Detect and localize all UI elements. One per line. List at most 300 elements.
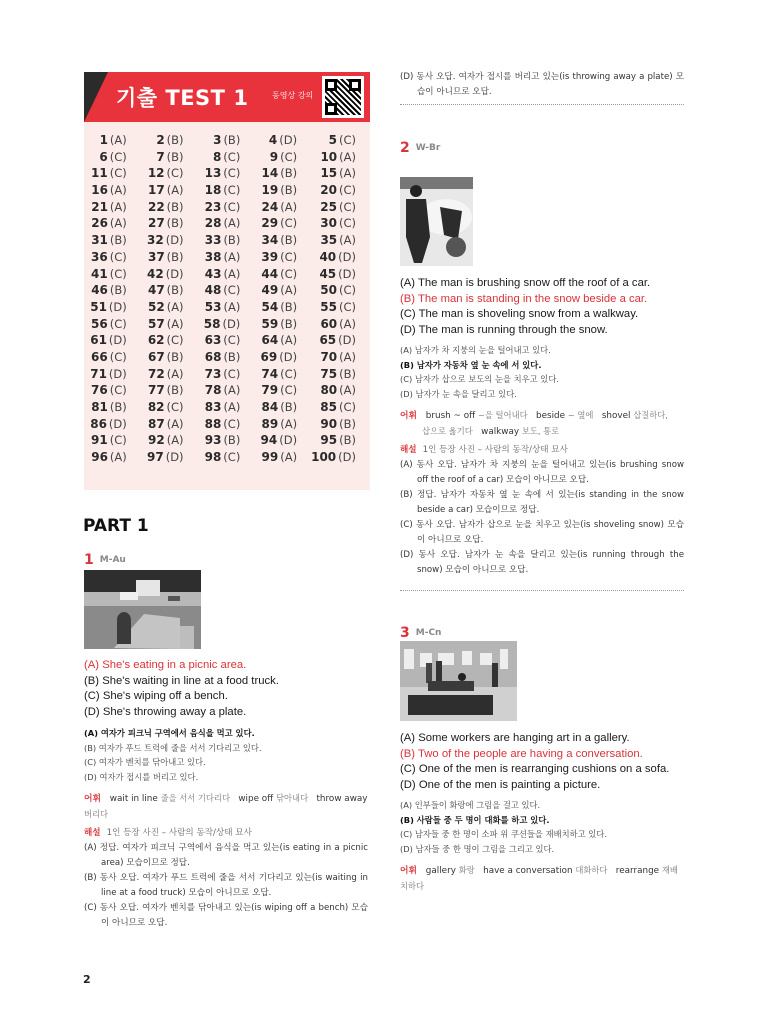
answer-choice: (B) (339, 416, 356, 431)
answer-choice: (A) (339, 149, 356, 164)
answer-cell (141, 132, 198, 149)
answer-choice: (A) (280, 450, 298, 465)
answer-number: 51 (90, 299, 107, 314)
answer-cell (84, 382, 141, 399)
answer-number: 73 (204, 366, 222, 381)
answer-cell (311, 249, 370, 266)
answer-choice: (D) (279, 133, 298, 147)
answer-choice: (A) (166, 316, 184, 331)
answer-cell (84, 332, 141, 349)
vocab-term: rearrange (615, 866, 660, 876)
answer-cell (141, 332, 198, 349)
answer-cell (84, 165, 141, 182)
question-2-header (400, 137, 440, 156)
answer-choice: (A) (109, 216, 127, 231)
answer-number: 64 (261, 333, 279, 348)
answer-number: 30 (320, 216, 337, 231)
answer-number: 56 (91, 316, 108, 331)
answer-number: 21 (91, 199, 108, 214)
answer-number: 40 (319, 249, 337, 264)
picnic-photo (84, 570, 201, 649)
answer-number: 38 (204, 249, 222, 264)
answer-number: 43 (204, 266, 222, 281)
translation-c: (C) 여자가 벤치를 닦아내고 있다. (84, 757, 206, 768)
answer-number: 86 (90, 416, 107, 431)
question-number: 1 (84, 552, 94, 568)
answer-choice: (A) (166, 183, 184, 198)
header-corner-decoration (84, 72, 108, 122)
vocab-gloss: 삽으로 옮기다 (422, 426, 473, 436)
answer-choice: (C) (280, 366, 298, 381)
answer-choice: (A) (223, 400, 241, 414)
answer-cell (198, 266, 255, 283)
answer-choice: (C) (223, 183, 241, 198)
answer-choice: (B) (166, 149, 184, 164)
answer-number: 26 (91, 216, 108, 231)
answer-cell (84, 182, 141, 199)
answer-key-title: 기출 TEST 1 (116, 86, 249, 110)
answer-cell (84, 249, 141, 266)
answer-choice: (A) (280, 333, 298, 348)
answer-cell (198, 182, 255, 199)
answer-cell (311, 366, 370, 383)
answer-choice: (B) (166, 349, 184, 364)
vocab-label: 어휘 (400, 411, 417, 421)
answer-choice: (D) (165, 233, 184, 248)
vocab-gloss: 삽질하다, (633, 410, 668, 420)
answer-choice: (A) (109, 199, 127, 214)
answer-choice: (C) (223, 166, 241, 181)
answer-number: 80 (320, 383, 338, 398)
answer-choice: (B) (280, 233, 298, 248)
answer-choice: (C) (109, 383, 127, 398)
answer-number: 7 (156, 149, 165, 164)
answer-cell (254, 349, 311, 366)
answer-number: 9 (269, 149, 279, 164)
answer-choice: (D) (222, 316, 241, 331)
answer-choice: (B) (166, 199, 184, 214)
answer-cell (84, 132, 141, 149)
answer-cell (311, 416, 370, 433)
explanation-title: 1인 등장 사진 – 사람의 동작/상태 묘사 (422, 445, 568, 455)
translation-c: (C) 남자들 중 한 명이 소파 위 쿠션들을 재배치하고 있다. (400, 829, 607, 840)
answer-choice: (A) (223, 266, 241, 281)
option-b: (B) The man is standing in the snow beside a car. (400, 292, 648, 305)
answer-number: 58 (203, 316, 221, 331)
option-a: (A) She's eating in a picnic area. (84, 659, 247, 671)
answer-number: 46 (91, 283, 108, 298)
answer-cell (198, 449, 255, 466)
question-3-options-en (400, 731, 710, 793)
answer-cell (84, 449, 141, 466)
answer-choice: (B) (280, 166, 298, 181)
answer-number: 3 (213, 133, 222, 147)
answer-cell (198, 399, 255, 416)
answer-grid (84, 132, 370, 466)
answer-number: 72 (148, 366, 165, 381)
answer-cell (84, 366, 141, 383)
answer-cell (141, 149, 198, 166)
answer-cell (254, 132, 311, 149)
answer-number: 91 (91, 433, 108, 448)
snow-car-photo (400, 177, 473, 266)
translation-a: (A) 여자가 피크닉 구역에서 음식을 먹고 있다. (84, 728, 255, 738)
answer-number: 45 (319, 266, 337, 281)
vocab-gloss: 화랑 (458, 865, 475, 875)
answer-number: 10 (320, 149, 338, 164)
answer-choice: (C) (338, 199, 356, 214)
translation-b: (B) 사람들 중 두 명이 대화를 하고 있다. (400, 814, 550, 825)
answer-number: 54 (261, 299, 279, 314)
answer-cell (141, 382, 198, 399)
answer-choice: (C) (166, 333, 184, 348)
answer-choice: (A) (166, 299, 184, 314)
translation-d: (D) 남자가 눈 속을 달리고 있다. (400, 389, 517, 400)
answer-cell (254, 449, 311, 466)
answer-number: 28 (204, 216, 222, 231)
answer-choice: (D) (338, 266, 356, 281)
answer-number: 60 (320, 316, 338, 331)
answer-number: 98 (204, 450, 222, 465)
answer-number: 75 (320, 366, 338, 381)
answer-number: 37 (147, 249, 165, 264)
answer-choice: (C) (223, 283, 241, 298)
answer-cell (198, 366, 255, 383)
explanation-c: (C) 동사 오답. 남자가 삽으로 눈을 치우고 있는(is shoveling snow) 모습이 아니므로 오답. (400, 520, 684, 545)
question-1-explanation-continued (400, 70, 684, 100)
section-divider (400, 590, 684, 591)
answer-number: 95 (320, 433, 338, 448)
answer-cell (311, 199, 370, 216)
vocab-term: gallery (425, 866, 456, 876)
answer-number: 100 (311, 450, 337, 465)
answer-cell (84, 349, 141, 366)
option-c: (C) One of the men is rearranging cushions on a sofa. (400, 763, 670, 775)
answer-choice: (B) (109, 283, 127, 298)
answer-cell (141, 432, 198, 449)
answer-number: 29 (261, 216, 279, 231)
answer-cell (141, 282, 198, 299)
option-d: (D) She's throwing away a plate. (84, 705, 247, 718)
answer-choice: (A) (109, 183, 127, 198)
question-number: 3 (400, 625, 410, 641)
answer-cell (311, 349, 370, 366)
answer-choice: (C) (338, 283, 356, 298)
answer-cell (141, 299, 198, 316)
answer-cell (254, 282, 311, 299)
answer-choice: (C) (223, 366, 241, 381)
answer-number: 8 (212, 149, 222, 164)
question-1-explanation (84, 826, 368, 931)
answer-cell (198, 432, 255, 449)
vocab-term: walkway (481, 427, 520, 437)
answer-number: 69 (260, 349, 278, 364)
vocab-gloss: 줄을 서서 기다리다 (160, 793, 230, 803)
option-b: (B) She's waiting in line at a food truck. (84, 674, 279, 687)
qr-code-icon[interactable] (322, 76, 364, 118)
answer-number: 44 (261, 266, 279, 281)
question-1-options-en (84, 658, 384, 720)
answer-number: 36 (91, 249, 108, 264)
answer-number: 88 (204, 416, 222, 431)
answer-cell (198, 349, 255, 366)
answer-choice: (B) (166, 283, 184, 298)
answer-choice: (C) (166, 400, 184, 414)
answer-number: 16 (91, 183, 108, 198)
answer-number: 14 (261, 166, 279, 181)
answer-cell (198, 249, 255, 266)
answer-cell (198, 282, 255, 299)
answer-cell (84, 432, 141, 449)
answer-cell (254, 215, 311, 232)
answer-number: 23 (204, 199, 222, 214)
answer-choice: (A) (166, 433, 184, 448)
vocab-gloss: ~을 털어내다 (477, 410, 528, 420)
answer-cell (254, 332, 311, 349)
vocab-term: shovel (601, 411, 631, 421)
answer-choice: (A) (280, 416, 298, 431)
answer-cell (311, 149, 370, 166)
answer-cell (84, 316, 141, 333)
answer-choice: (B) (223, 233, 241, 248)
answer-choice: (B) (166, 249, 184, 264)
answer-choice: (B) (339, 366, 356, 381)
answer-number: 81 (91, 400, 108, 414)
explanation-d: (D) 동사 오답. 남자가 눈 속을 달리고 있는(is running through the snow) 모습이 아니므로 오답. (400, 550, 684, 575)
page-number: 2 (83, 973, 91, 986)
answer-cell (254, 382, 311, 399)
answer-choice: (C) (109, 266, 127, 281)
answer-choice: (D) (279, 433, 298, 448)
answer-cell (141, 182, 198, 199)
answer-number: 6 (99, 149, 108, 164)
answer-number: 20 (320, 183, 337, 198)
explanation-label: 해설 (84, 828, 101, 838)
answer-number: 65 (319, 333, 337, 348)
answer-choice: (C) (223, 333, 241, 348)
answer-cell (254, 266, 311, 283)
answer-number: 32 (147, 233, 164, 248)
speaker-code: M-Cn (415, 628, 442, 638)
answer-number: 33 (204, 233, 222, 248)
answer-choice: (A) (280, 199, 298, 214)
answer-cell (254, 165, 311, 182)
answer-number: 79 (261, 383, 279, 398)
vocab-gloss: 닦아내다 (276, 793, 309, 803)
answer-choice: (C) (109, 349, 127, 364)
answer-choice: (D) (108, 416, 127, 431)
answer-choice: (A) (223, 216, 241, 231)
answer-number: 15 (320, 166, 338, 181)
answer-choice: (D) (338, 333, 356, 348)
answer-cell (198, 149, 255, 166)
answer-number: 1 (99, 133, 108, 147)
answer-choice: (B) (109, 400, 127, 414)
vocab-term: throw away (316, 794, 368, 804)
answer-cell (311, 282, 370, 299)
answer-number: 83 (204, 400, 222, 414)
answer-number: 84 (261, 400, 279, 414)
answer-cell (311, 332, 370, 349)
answer-cell (311, 182, 370, 199)
answer-choice: (D) (165, 266, 184, 281)
answer-number: 19 (261, 183, 279, 198)
answer-number: 55 (320, 299, 337, 314)
answer-choice: (D) (338, 249, 356, 264)
answer-choice: (A) (339, 316, 356, 331)
answer-number: 35 (320, 233, 338, 248)
translation-d: (D) 남자들 중 한 명이 그림을 그리고 있다. (400, 844, 555, 855)
answer-cell (141, 199, 198, 216)
translation-d: (D) 여자가 접시를 버리고 있다. (84, 772, 199, 783)
answer-cell (141, 249, 198, 266)
answer-number: 12 (147, 166, 165, 181)
option-d: (D) One of the men is painting a picture. (400, 778, 601, 791)
answer-choice: (C) (280, 216, 298, 231)
vocab-gloss: 재배치하다 (400, 865, 678, 891)
answer-choice: (B) (280, 299, 298, 314)
vocab-term: wait in line (109, 794, 158, 804)
answer-choice: (C) (109, 249, 127, 264)
answer-cell (198, 132, 255, 149)
answer-number: 41 (91, 266, 108, 281)
answer-choice: (B) (223, 433, 241, 448)
answer-choice: (C) (223, 450, 241, 465)
answer-cell (198, 299, 255, 316)
answer-number: 90 (320, 416, 338, 431)
answer-cell (198, 199, 255, 216)
answer-number: 53 (204, 299, 222, 314)
translation-c: (C) 남자가 삽으로 보도의 눈을 치우고 있다. (400, 374, 559, 385)
answer-choice: (A) (339, 383, 356, 398)
answer-cell (311, 215, 370, 232)
answer-number: 50 (320, 283, 337, 298)
answer-choice: (A) (339, 233, 356, 248)
answer-cell (84, 215, 141, 232)
answer-choice: (C) (338, 299, 356, 314)
answer-number: 96 (91, 450, 108, 465)
answer-number: 62 (147, 333, 165, 348)
answer-number: 99 (261, 450, 279, 465)
vocab-gloss: 버리다 (84, 809, 109, 819)
answer-choice: (D) (165, 450, 184, 465)
answer-cell (198, 215, 255, 232)
answer-number: 97 (147, 450, 164, 465)
question-3-options-ko (400, 798, 690, 857)
answer-choice: (C) (109, 166, 127, 181)
answer-cell (254, 399, 311, 416)
answer-choice: (A) (223, 383, 241, 398)
answer-choice: (A) (223, 249, 241, 264)
answer-cell (311, 266, 370, 283)
answer-number: 76 (91, 383, 108, 398)
answer-number: 74 (261, 366, 279, 381)
option-a: (A) The man is brushing snow off the roof of a car. (400, 277, 651, 289)
answer-number: 63 (204, 333, 222, 348)
answer-number: 68 (204, 349, 222, 364)
answer-choice: (C) (338, 183, 356, 198)
answer-cell (198, 232, 255, 249)
answer-cell (84, 416, 141, 433)
answer-number: 66 (91, 349, 108, 364)
answer-cell (84, 149, 141, 166)
answer-number: 2 (156, 133, 165, 147)
answer-cell (254, 199, 311, 216)
explanation-a: (A) 동사 오답. 남자가 차 지붕의 눈을 털어내고 있는(is brushing snow off the roof of a car) 모습이 아니므로 오답. (400, 460, 684, 485)
explanation-a: (A) 정답. 여자가 피크닉 구역에서 음식을 먹고 있는(is eating in a picnic area) 모습이므로 정답. (84, 843, 368, 868)
answer-choice: (A) (166, 366, 184, 381)
vocab-term: have a conversation (483, 866, 573, 876)
answer-number: 31 (91, 233, 108, 248)
answer-choice: (A) (166, 416, 184, 431)
answer-cell (311, 399, 370, 416)
answer-choice: (A) (339, 349, 356, 364)
vocab-gloss: 대화하다 (575, 865, 608, 875)
answer-number: 77 (147, 383, 165, 398)
vocab-term: brush ~ off (425, 411, 476, 421)
answer-cell (311, 299, 370, 316)
answer-number: 11 (91, 166, 108, 181)
answer-cell (141, 165, 198, 182)
part-title: PART 1 (83, 516, 149, 536)
translation-a: (A) 인부들이 화랑에 그림을 걸고 있다. (400, 800, 541, 810)
answer-number: 13 (204, 166, 222, 181)
answer-cell (254, 232, 311, 249)
answer-cell (198, 332, 255, 349)
answer-choice: (B) (166, 133, 184, 147)
answer-number: 85 (320, 400, 337, 414)
answer-choice: (C) (223, 149, 241, 164)
answer-cell (254, 432, 311, 449)
answer-number: 22 (147, 199, 165, 214)
vocab-label: 어휘 (400, 866, 417, 876)
answer-choice: (C) (109, 316, 127, 331)
answer-cell (141, 316, 198, 333)
answer-cell (254, 249, 311, 266)
explanation-d: (D) 동사 오답. 여자가 접시를 버리고 있는(is throwing away a plate) 모습이 아니므로 오답. (400, 72, 684, 97)
answer-cell (84, 282, 141, 299)
answer-cell (198, 316, 255, 333)
answer-choice: (B) (109, 233, 127, 248)
answer-number: 24 (261, 199, 279, 214)
answer-choice: (D) (108, 299, 127, 314)
answer-cell (141, 266, 198, 283)
answer-cell (198, 416, 255, 433)
answer-number: 47 (147, 283, 165, 298)
explanation-title: 1인 등장 사진 – 사람의 동작/상태 묘사 (106, 828, 252, 838)
question-3-vocab (400, 863, 685, 895)
answer-cell (311, 232, 370, 249)
option-d: (D) The man is running through the snow. (400, 323, 608, 336)
question-2-options-ko (400, 343, 690, 402)
answer-number: 5 (328, 133, 337, 147)
answer-number: 27 (147, 216, 165, 231)
answer-choice: (D) (108, 366, 127, 381)
vocab-gloss: ~ 옆에 (567, 410, 594, 420)
answer-cell (311, 382, 370, 399)
answer-cell (141, 399, 198, 416)
vocab-label: 어휘 (84, 794, 101, 804)
answer-cell (311, 432, 370, 449)
answer-choice: (A) (109, 133, 127, 147)
answer-choice: (B) (223, 349, 241, 364)
answer-number: 59 (261, 316, 279, 331)
video-lecture-label: 동영상 강의 (272, 91, 314, 100)
answer-choice: (C) (280, 383, 298, 398)
option-b: (B) Two of the people are having a conversation. (400, 747, 643, 760)
answer-cell (254, 149, 311, 166)
answer-cell (254, 316, 311, 333)
